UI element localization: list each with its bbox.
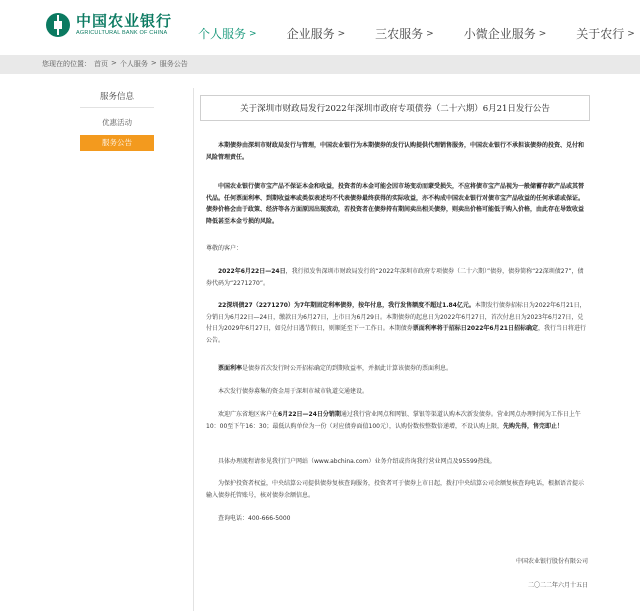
logo-chinese-name: 中国农业银行 [76, 12, 173, 30]
offering-text: ，我行拟发售深圳市财政局发行的“2022年深圳市政府专项债券（二十六期）”债券，债券简称“22深圳债27”，债券代码为“2271270”。 [206, 268, 584, 287]
nav-about-abc[interactable] [576, 25, 635, 42]
greeting-text: 尊敬的客户： [206, 245, 243, 252]
nav-sannong-services[interactable] [375, 25, 434, 42]
breadcrumb [42, 59, 191, 69]
nav-enterprise-services[interactable] [287, 25, 346, 42]
abc-logo-icon [46, 13, 70, 37]
signer-name: 中国农业银行股份有限公司 [515, 558, 588, 565]
distribution-period: 6月22日—24日分销期 [278, 411, 341, 418]
breadcrumb-personal-services[interactable]: 个人服务 [119, 60, 148, 68]
bond-summary: 22深圳债27（2271270）为7年期固定利率债券，按年付息，我行发售额度不超过1.84亿元。 [218, 302, 475, 309]
nav-label: 企业服务 [286, 27, 335, 41]
nav-small-business-services[interactable] [464, 25, 547, 42]
chevron-right-icon: > [627, 28, 635, 39]
fund-usage-paragraph [206, 386, 588, 398]
nav-label: 个人服务 [198, 27, 247, 41]
sidebar-item-service-notices[interactable]: 服务公告 [80, 135, 154, 151]
announcement-date: 二〇二二年六月十五日 [527, 582, 588, 589]
sidebar-item-promotions[interactable]: 优惠活动 [102, 118, 132, 127]
breadcrumb-prefix: 您现在的位置： [42, 60, 91, 68]
disclaimer-paragraph [206, 140, 588, 163]
fund-usage-text: 本次发行债券募集的资金用于深圳市城市轨道交通建设。 [218, 388, 369, 395]
purchase-intro: 欢迎广东省地区客户在 [218, 411, 279, 418]
logo-english-name: AGRICULTURAL BANK OF CHINA [76, 30, 168, 36]
logo-text [76, 13, 172, 37]
risk-warning-paragraph [206, 181, 588, 227]
chevron-right-icon: > [426, 28, 434, 39]
investor-protection-paragraph [206, 478, 588, 501]
main-nav [198, 25, 640, 42]
sidebar-title: 服务信息 [80, 88, 154, 108]
coupon-definition-paragraph [206, 363, 588, 375]
process-info-text: 具体办理流程请参见我行门户网站（www.abchina.com）业务介绍或咨询我行营业网点及95599热线。 [218, 458, 496, 465]
process-info-paragraph [206, 456, 588, 468]
chevron-right-icon: > [337, 28, 346, 39]
query-phone [206, 513, 588, 525]
site-header [0, 0, 640, 55]
offering-paragraph [206, 266, 588, 289]
article-title-box [200, 95, 590, 121]
nav-label: 三农服务 [375, 27, 424, 41]
article-title: 关于深圳市财政局发行2022年深圳市政府专项债券（二十六期）6月21日发行公告 [240, 104, 550, 114]
bond-details-paragraph [206, 300, 588, 346]
investor-protection-text: 为保护投资者权益，中央结算公司提供债券复核查询服务，投资者可于债券上市日起，拨打中央结算公司余额复核查询电话，根据语音提示输入债券托管账号，核对债券余额信息。 [206, 480, 585, 499]
offering-dates: 2022年6月22日—24日 [218, 268, 286, 275]
announcement-note: ，我行当日将进行公告。 [206, 325, 586, 344]
greeting [206, 243, 588, 255]
purchase-details: 通过我行营业网点和网银、掌银等渠道认购本次新发债券。营业网点办理时间为工作日上午10：00至下午16：30；最低认购单位为一份（对应债券面值100元），认购份数按整数倍递增，不设认购上限， [206, 411, 581, 430]
breadcrumb-separator: > [150, 59, 157, 67]
risk-warning-text: 中国农业银行债市宝产品不保证本金和收益，投资者的本金可能会因市场变动而蒙受损失，不应将债市宝产品视为一般储蓄存款产品或其替代品。任何票面利率、到期收益率或类似表述均不代表债券最终获得的实际收益，亦不构成中国农业银行对债市宝产品收益的任何承诺或保证。债券价格会由于政策、经济等各方面原因出现波动，若投资者在债券持有期间卖出相关债券，则卖出价格可能低于购入价格，由此存在导致收益降低甚至本金亏损的风险。 [206, 183, 585, 225]
nav-label: 关于农行 [576, 27, 625, 41]
nav-personal-services[interactable] [198, 25, 257, 42]
article-panel [193, 88, 588, 611]
nav-label: 小微企业服务 [463, 27, 536, 41]
bond-schedule: 本期发行债券招标日为2022年6月21日，分销日为6月22日—24日，缴款日为6月27日，上市日为6月29日。本期债券的起息日为2022年6月27日，首次付息日为2023年6月27日，兑付日为2029年6月27日，如兑付日遇节假日，则顺延至下一工作日。本期债券 [206, 302, 586, 332]
coupon-definition: 是债券首次发行时公开招标确定的到期收益率，并据此计算该债券的票面利息。 [242, 365, 453, 372]
query-phone-text: 查询电话：400-666-5000 [218, 515, 291, 522]
breadcrumb-service-notices[interactable]: 服务公告 [159, 60, 188, 68]
chevron-right-icon: > [538, 28, 547, 39]
sidebar [80, 88, 154, 151]
coupon-term: 票面利率 [218, 365, 243, 372]
breadcrumb-bar [0, 55, 640, 74]
purchase-channels-paragraph [206, 409, 588, 432]
breadcrumb-separator: > [111, 59, 117, 67]
first-come-note: 先购先得，售完即止！ [503, 422, 564, 430]
bank-logo[interactable] [46, 13, 172, 37]
chevron-right-icon: > [249, 28, 257, 39]
breadcrumb-home[interactable]: 首页 [94, 60, 108, 68]
coupon-rate-note: 票面利率将于招标日2022年6月21日招标确定 [412, 325, 538, 332]
disclaimer-text: 本期债券由深圳市财政局发行与管理，中国农业银行为本期债券的发行认购提供代理销售服务，中国农业银行不承担该债券的投资、兑付和风险管理责任。 [206, 142, 585, 161]
